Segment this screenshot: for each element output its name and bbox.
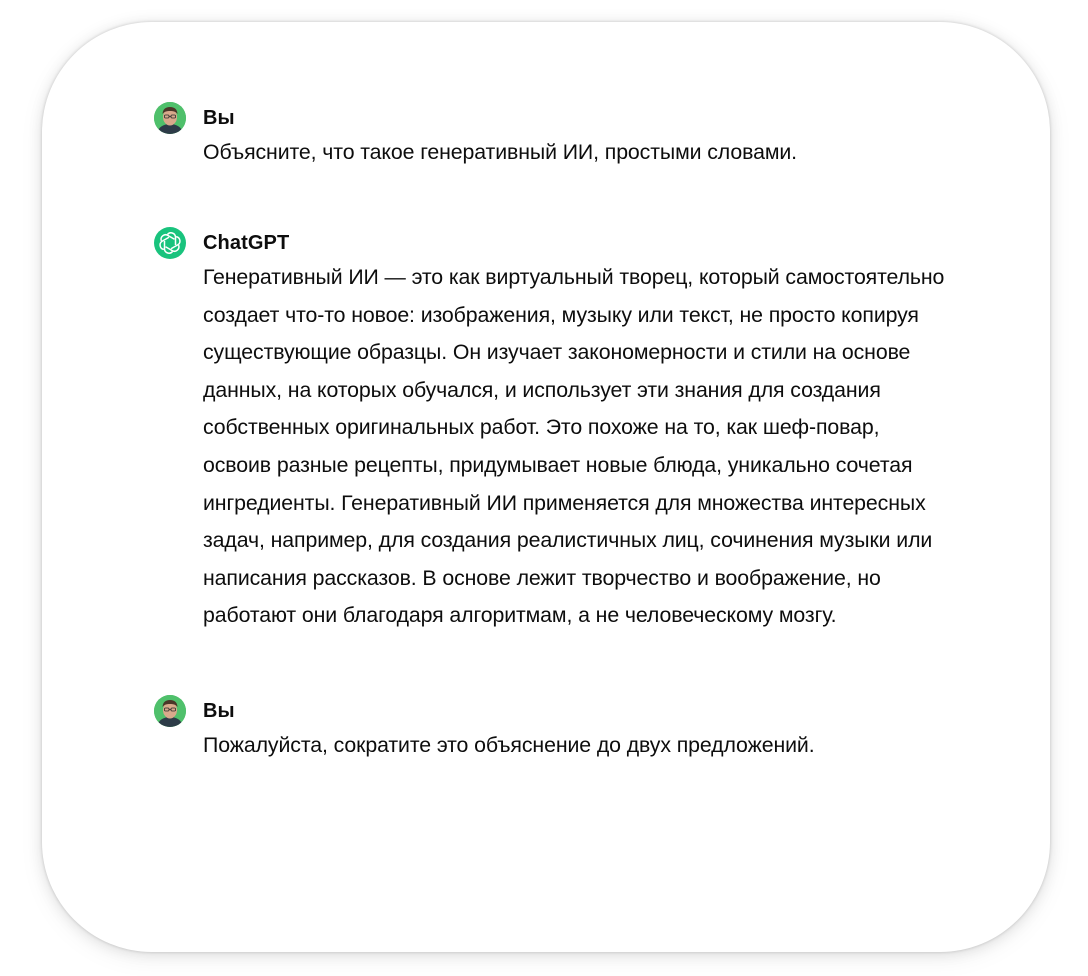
message-line: написания рассказов. В основе лежит творчество и воображение, но (203, 565, 881, 590)
message-line: задач, например, для создания реалистичных лиц, сочинения музыки или (203, 528, 933, 553)
message-line: Пожалуйста, сократите это объяснение до двух предложений. (203, 733, 815, 757)
message-line: освоив разные рецепты, придумывает новые блюда, уникально сочетая (203, 452, 913, 477)
chat-card (42, 22, 1050, 952)
message-text (203, 134, 1023, 172)
message-text (203, 259, 1023, 635)
message-line: собственных оригинальных работ. Это похоже на то, как шеф-повар, (203, 415, 880, 440)
message-text (203, 727, 1023, 765)
user-avatar-icon (154, 102, 186, 134)
message-line: Объясните, что такое генеративный ИИ, простыми словами. (203, 140, 797, 164)
sender-name: Вы (203, 700, 235, 722)
sender-name: Вы (203, 107, 235, 129)
user-avatar-icon (154, 695, 186, 727)
message-line: создает что-то новое: изображения, музыку или текст, не просто копируя (203, 302, 919, 327)
openai-logo-icon (154, 227, 186, 259)
sender-name: ChatGPT (203, 232, 290, 254)
message-line: данных, на которых обучался, и использует эти знания для создания (203, 377, 881, 402)
message-line: работают они благодаря алгоритмам, а не человеческому мозгу. (203, 603, 837, 628)
message-line: существующие образцы. Он изучает закономерности и стили на основе (203, 340, 911, 365)
message-line: Генеративный ИИ — это как виртуальный творец, который самостоятельно (203, 265, 945, 289)
message-line: ингредиенты. Генеративный ИИ применяется для множества интересных (203, 490, 926, 515)
